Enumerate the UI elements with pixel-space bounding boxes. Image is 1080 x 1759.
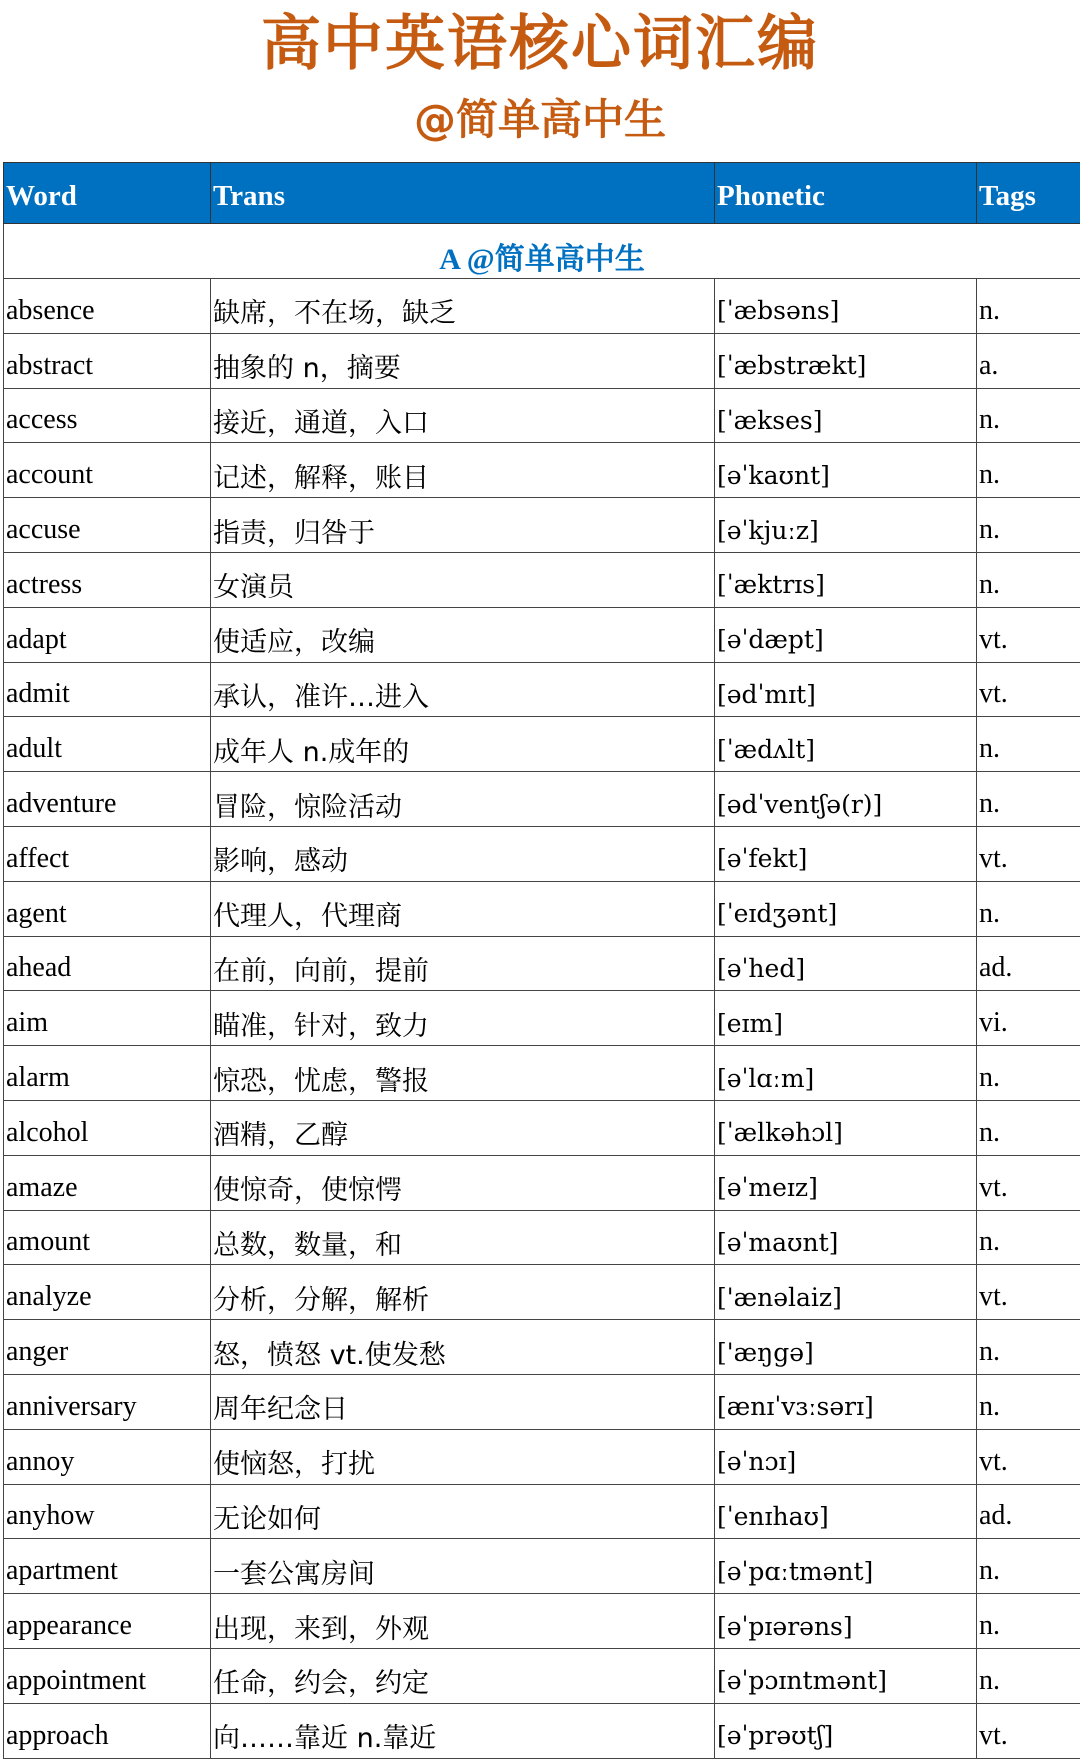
word-cell: agent — [4, 881, 211, 936]
tag-cell: n. — [977, 1374, 1080, 1429]
table-row — [4, 1100, 1080, 1155]
phonetic-cell: [ˈæbsəns] — [715, 279, 977, 334]
trans-cell: 周年纪念日 — [211, 1374, 715, 1429]
table-row — [4, 881, 1080, 936]
tag-cell: n. — [977, 552, 1080, 607]
table-row — [4, 991, 1080, 1046]
phonetic-cell: [ədˈmɪt] — [715, 662, 977, 717]
tag-cell: n. — [977, 443, 1080, 498]
tag-cell: n. — [977, 279, 1080, 334]
trans-cell: 惊恐，忧虑，警报 — [211, 1046, 715, 1101]
phonetic-cell: [əˈpɑːtmənt] — [715, 1539, 977, 1594]
trans-cell: 女演员 — [211, 552, 715, 607]
table-row — [4, 1703, 1080, 1758]
word-cell: analyze — [4, 1265, 211, 1320]
phonetic-cell: [ænɪˈvɜːsərɪ] — [715, 1374, 977, 1429]
trans-cell: 抽象的 n，摘要 — [211, 333, 715, 388]
table-row — [4, 552, 1080, 607]
trans-cell: 使适应，改编 — [211, 607, 715, 662]
word-cell: appointment — [4, 1648, 211, 1703]
section-row — [4, 224, 1080, 279]
tag-cell: n. — [977, 388, 1080, 443]
phonetic-cell: ['æŋgə] — [715, 1320, 977, 1375]
table-row — [4, 662, 1080, 717]
table-row — [4, 1155, 1080, 1210]
word-cell: admit — [4, 662, 211, 717]
word-cell: accuse — [4, 498, 211, 553]
tag-cell: vt. — [977, 1265, 1080, 1320]
trans-cell: 瞄准，针对，致力 — [211, 991, 715, 1046]
phonetic-cell: [eɪm] — [715, 991, 977, 1046]
table-row — [4, 607, 1080, 662]
phonetic-cell: [ˈeɪdʒənt] — [715, 881, 977, 936]
phonetic-cell: [əˈmaʊnt] — [715, 1210, 977, 1265]
trans-cell: 记述，解释，账目 — [211, 443, 715, 498]
word-cell: ahead — [4, 936, 211, 991]
phonetic-cell: [əˈhed] — [715, 936, 977, 991]
phonetic-cell: [ˈæbstrækt] — [715, 333, 977, 388]
trans-cell: 接近，通道，入口 — [211, 388, 715, 443]
tag-cell: n. — [977, 717, 1080, 772]
word-cell: approach — [4, 1703, 211, 1758]
table-row — [4, 1265, 1080, 1320]
tag-cell: vt. — [977, 1703, 1080, 1758]
trans-cell: 怒，愤怒 vt.使发愁 — [211, 1320, 715, 1375]
table-row — [4, 1374, 1080, 1429]
tag-cell: ad. — [977, 936, 1080, 991]
tag-cell: ad. — [977, 1484, 1080, 1539]
table-row — [4, 1210, 1080, 1265]
tag-cell: n. — [977, 1320, 1080, 1375]
tag-cell: vi. — [977, 991, 1080, 1046]
word-cell: adventure — [4, 772, 211, 827]
tag-cell: n. — [977, 1539, 1080, 1594]
page-title: 高中英语核心词汇编 — [0, 6, 1080, 82]
table-row — [4, 772, 1080, 827]
word-cell: annoy — [4, 1429, 211, 1484]
section-label: A @简单高中生 — [4, 224, 1080, 279]
vocabulary-table — [3, 162, 1080, 1759]
column-header-word: Word — [4, 163, 211, 224]
tag-cell: vt. — [977, 1155, 1080, 1210]
table-row — [4, 1648, 1080, 1703]
word-cell: affect — [4, 826, 211, 881]
word-cell: amaze — [4, 1155, 211, 1210]
word-cell: anger — [4, 1320, 211, 1375]
phonetic-cell: [əˈprəʊtʃ] — [715, 1703, 977, 1758]
trans-cell: 成年人 n.成年的 — [211, 717, 715, 772]
tag-cell: vt. — [977, 607, 1080, 662]
phonetic-cell: [əˈlɑːm] — [715, 1046, 977, 1101]
table-row — [4, 1320, 1080, 1375]
table-row — [4, 279, 1080, 334]
trans-cell: 分析，分解，解析 — [211, 1265, 715, 1320]
table-row — [4, 443, 1080, 498]
tag-cell: n. — [977, 1210, 1080, 1265]
tag-cell: vt. — [977, 1429, 1080, 1484]
table-row — [4, 1539, 1080, 1594]
phonetic-cell: [əˈnɔɪ] — [715, 1429, 977, 1484]
trans-cell: 在前，向前，提前 — [211, 936, 715, 991]
word-cell: anniversary — [4, 1374, 211, 1429]
phonetic-cell: [əˈmeɪz] — [715, 1155, 977, 1210]
phonetic-cell: [əˈkjuːz] — [715, 498, 977, 553]
column-header-phonetic: Phonetic — [715, 163, 977, 224]
table-row — [4, 1594, 1080, 1649]
phonetic-cell: [əˈkaʊnt] — [715, 443, 977, 498]
trans-cell: 冒险，惊险活动 — [211, 772, 715, 827]
phonetic-cell: [əˈpɔɪntmənt] — [715, 1648, 977, 1703]
trans-cell: 出现，来到，外观 — [211, 1594, 715, 1649]
table-row — [4, 1046, 1080, 1101]
word-cell: aim — [4, 991, 211, 1046]
phonetic-cell: [ˈædʌlt] — [715, 717, 977, 772]
trans-cell: 一套公寓房间 — [211, 1539, 715, 1594]
table-row — [4, 826, 1080, 881]
table-row — [4, 498, 1080, 553]
phonetic-cell: [ˈæktrɪs] — [715, 552, 977, 607]
tag-cell: n. — [977, 1046, 1080, 1101]
page-subtitle: @简单高中生 — [0, 92, 1080, 148]
word-cell: actress — [4, 552, 211, 607]
word-cell: adult — [4, 717, 211, 772]
word-cell: abstract — [4, 333, 211, 388]
trans-cell: 缺席，不在场，缺乏 — [211, 279, 715, 334]
trans-cell: 代理人，代理商 — [211, 881, 715, 936]
word-cell: amount — [4, 1210, 211, 1265]
table-row — [4, 333, 1080, 388]
phonetic-cell: [ˈælkəhɔl] — [715, 1100, 977, 1155]
word-cell: access — [4, 388, 211, 443]
word-cell: apartment — [4, 1539, 211, 1594]
tag-cell: n. — [977, 1594, 1080, 1649]
table-row — [4, 936, 1080, 991]
phonetic-cell: [ədˈventʃə(r)] — [715, 772, 977, 827]
trans-cell: 使恼怒，打扰 — [211, 1429, 715, 1484]
tag-cell: n. — [977, 772, 1080, 827]
word-cell: appearance — [4, 1594, 211, 1649]
trans-cell: 酒精，乙醇 — [211, 1100, 715, 1155]
table-header-row — [4, 163, 1080, 224]
phonetic-cell: ['ænəlaiz] — [715, 1265, 977, 1320]
trans-cell: 指责，归咎于 — [211, 498, 715, 553]
trans-cell: 影响，感动 — [211, 826, 715, 881]
tag-cell: n. — [977, 498, 1080, 553]
phonetic-cell: [ˈækses] — [715, 388, 977, 443]
table-row — [4, 717, 1080, 772]
trans-cell: 无论如何 — [211, 1484, 715, 1539]
tag-cell: vt. — [977, 662, 1080, 717]
phonetic-cell: [əˈfekt] — [715, 826, 977, 881]
word-cell: absence — [4, 279, 211, 334]
table-row — [4, 388, 1080, 443]
tag-cell: n. — [977, 1648, 1080, 1703]
word-cell: anyhow — [4, 1484, 211, 1539]
tag-cell: a. — [977, 333, 1080, 388]
table-row — [4, 1484, 1080, 1539]
word-cell: alcohol — [4, 1100, 211, 1155]
column-header-tags: Tags — [977, 163, 1080, 224]
tag-cell: n. — [977, 881, 1080, 936]
phonetic-cell: [ˈenɪhaʊ] — [715, 1484, 977, 1539]
table-row — [4, 1429, 1080, 1484]
word-cell: account — [4, 443, 211, 498]
trans-cell: 承认，准许…进入 — [211, 662, 715, 717]
word-cell: adapt — [4, 607, 211, 662]
trans-cell: 总数，数量，和 — [211, 1210, 715, 1265]
tag-cell: n. — [977, 1100, 1080, 1155]
trans-cell: 使惊奇，使惊愕 — [211, 1155, 715, 1210]
column-header-trans: Trans — [211, 163, 715, 224]
trans-cell: 任命，约会，约定 — [211, 1648, 715, 1703]
trans-cell: 向……靠近 n.靠近 — [211, 1703, 715, 1758]
phonetic-cell: [əˈpɪərəns] — [715, 1594, 977, 1649]
tag-cell: vt. — [977, 826, 1080, 881]
phonetic-cell: [əˈdæpt] — [715, 607, 977, 662]
word-cell: alarm — [4, 1046, 211, 1101]
